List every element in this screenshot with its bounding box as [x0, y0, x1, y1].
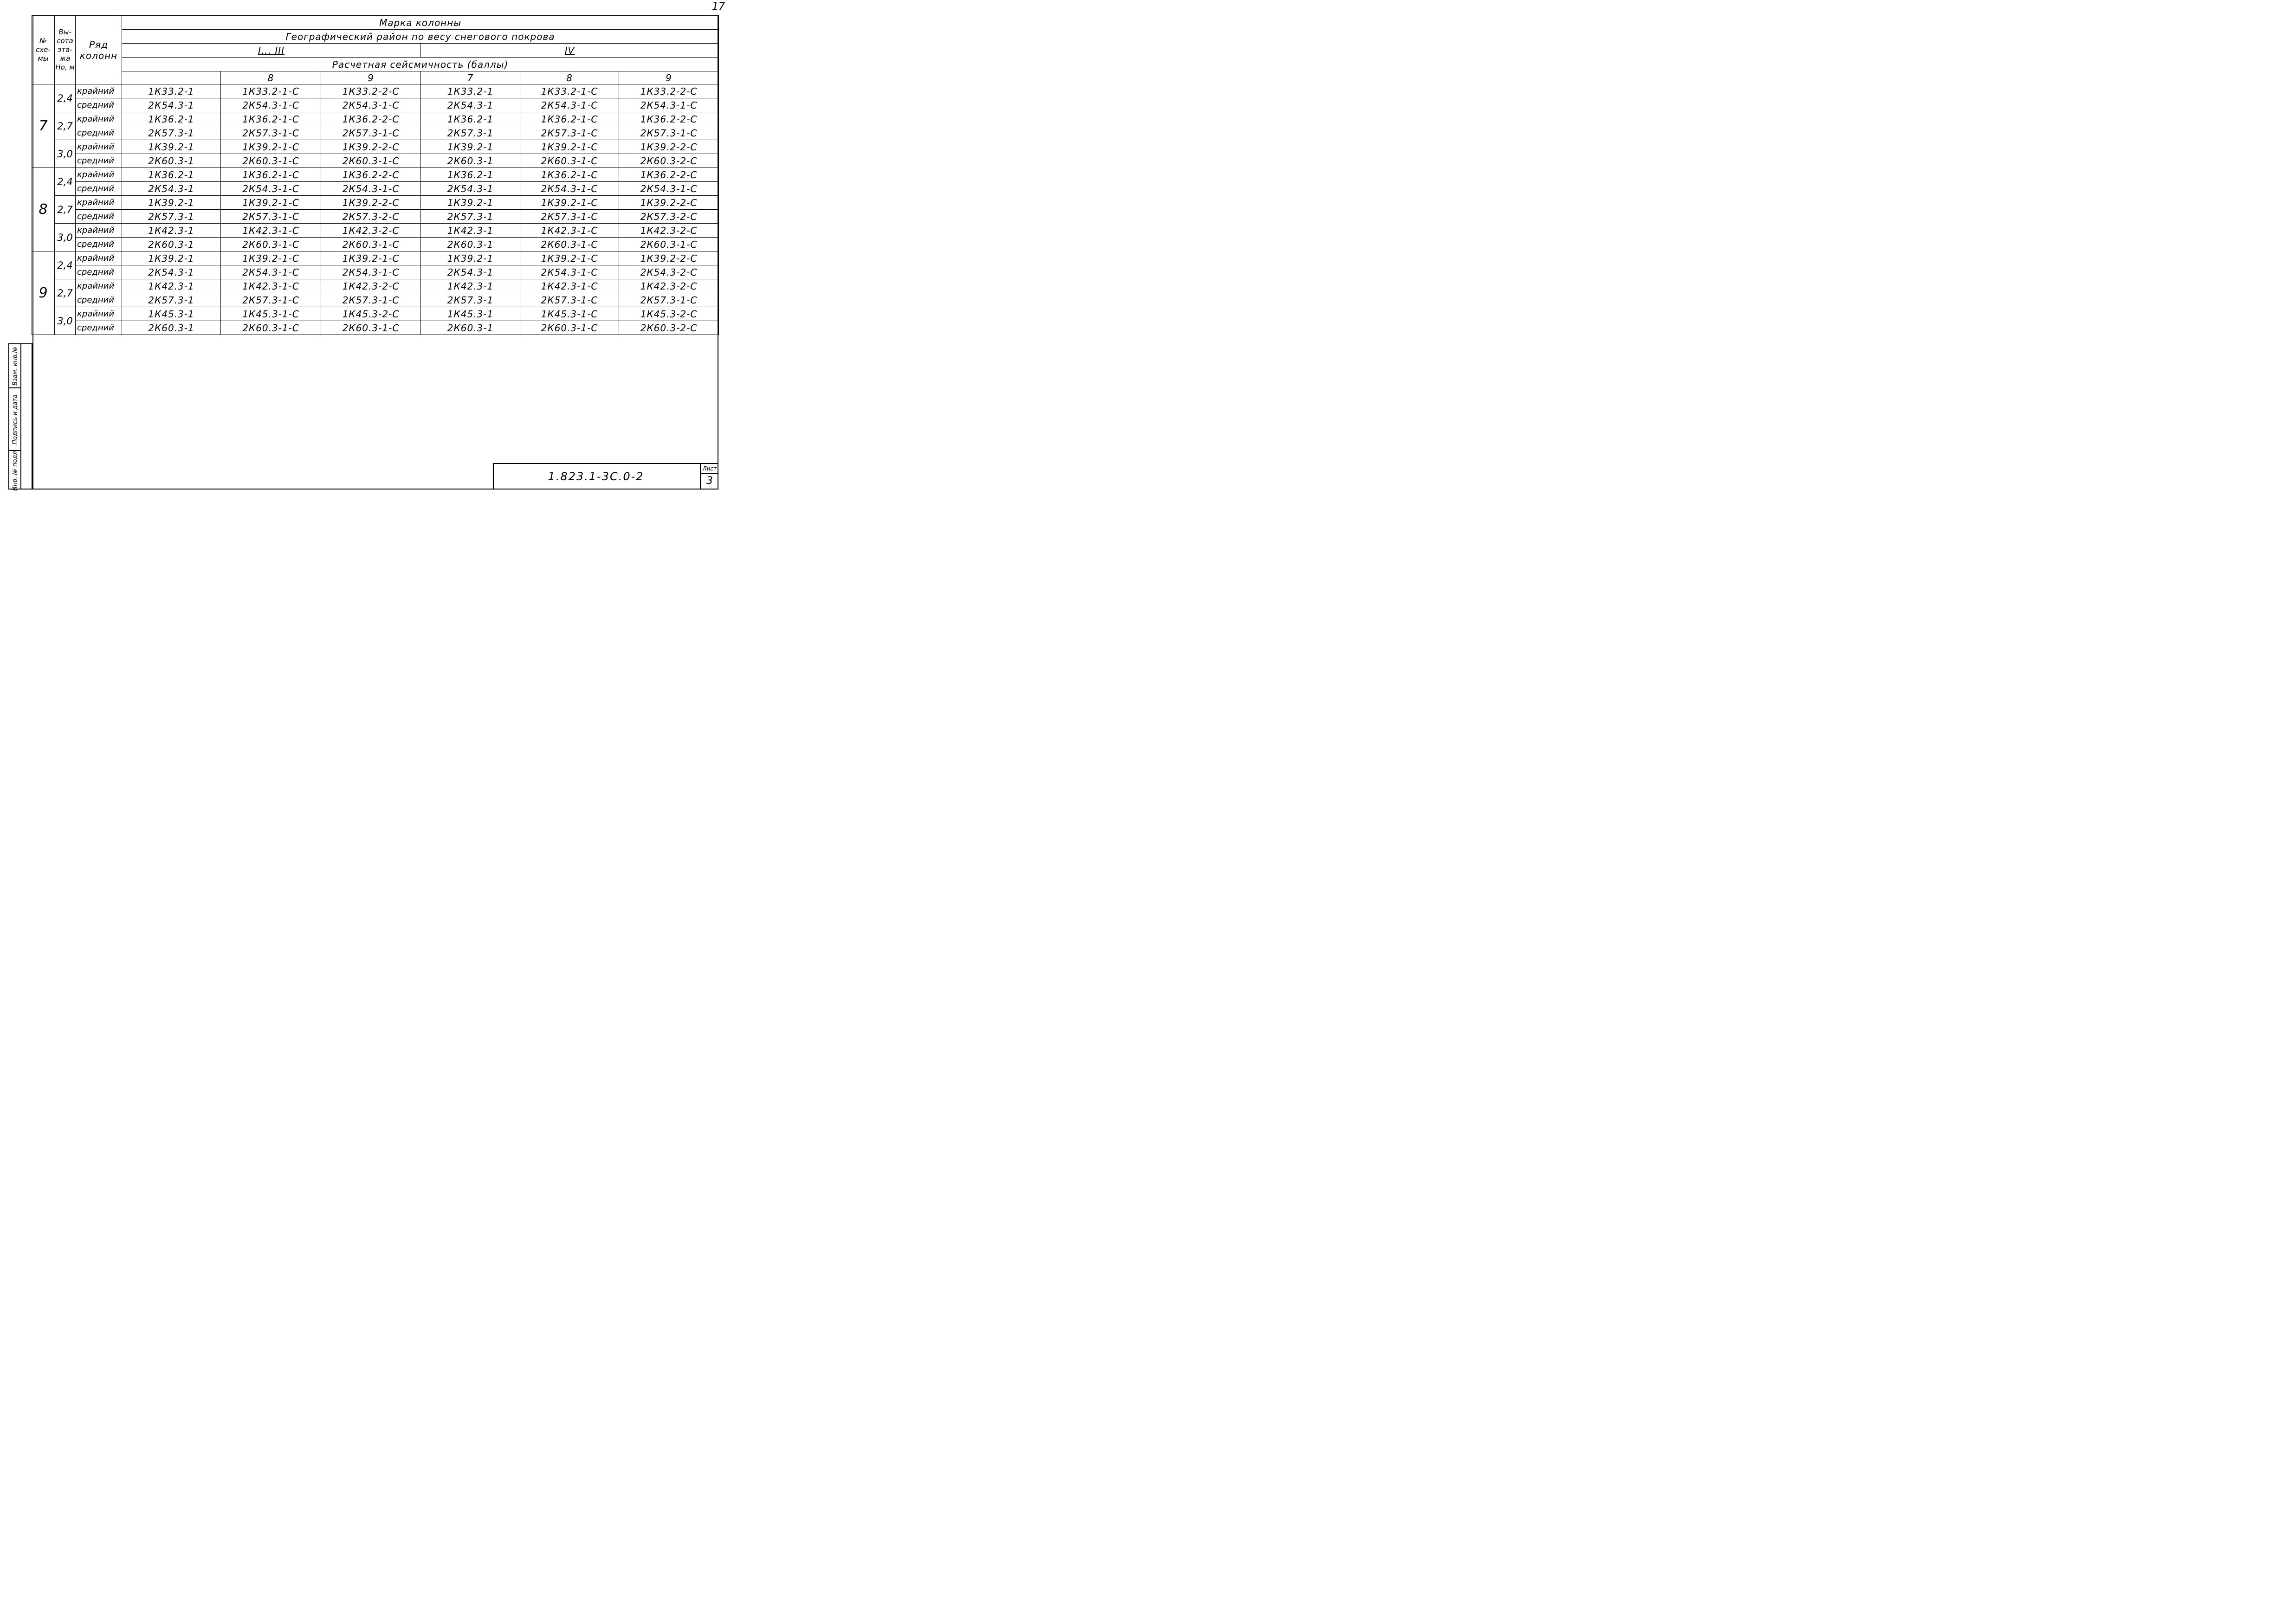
column-mark-cell: 1К39.2-1 [421, 196, 520, 210]
column-mark-cell: 2К57.3-1-С [520, 210, 619, 224]
column-mark-cell: 1К42.3-2-С [321, 279, 421, 293]
column-mark-cell: 2К54.3-1-С [520, 98, 619, 112]
column-mark-cell: 1К36.2-1 [421, 112, 520, 126]
table-row [32, 251, 719, 265]
column-mark-cell: 2К60.3-1-С [619, 238, 719, 251]
column-mark-cell: 2К60.3-1-С [221, 238, 321, 251]
table-row [32, 293, 719, 307]
column-mark-cell: 2К57.3-1 [421, 293, 520, 307]
column-mark-cell: 2К57.3-1-С [619, 126, 719, 140]
seismicity-col-0 [122, 71, 221, 84]
column-mark-cell: 2К60.3-1-С [321, 238, 421, 251]
floor-height: 2,4 [55, 84, 76, 112]
column-mark-cell: 1К36.2-1-С [221, 112, 321, 126]
column-mark-cell: 1К39.2-1-С [221, 251, 321, 265]
column-mark-cell: 2К60.3-1 [122, 154, 221, 168]
column-mark-cell: 1К39.2-2-С [619, 251, 719, 265]
column-mark-cell: 1К45.3-1 [122, 307, 221, 321]
column-mark-cell: 2К60.3-2-С [619, 321, 719, 335]
column-mark-cell: 2К57.3-1-С [619, 293, 719, 307]
header-snow-region: Географический район по весу снегового покрова [122, 30, 719, 44]
floor-height: 3,0 [55, 307, 76, 335]
floor-height: 2,7 [55, 196, 76, 224]
table-row [32, 196, 719, 210]
stamp-signature-date-label: Подпись и дата [12, 394, 19, 444]
column-mark-cell: 1К33.2-1 [421, 84, 520, 98]
column-mark-cell: 1К39.2-2-С [619, 196, 719, 210]
scheme-number: 8 [32, 168, 55, 251]
column-mark-cell: 1К39.2-1 [421, 140, 520, 154]
column-mark-cell: 2К57.3-1 [122, 210, 221, 224]
table-row [32, 265, 719, 279]
column-mark-cell: 1К45.3-1-С [221, 307, 321, 321]
table-row [32, 279, 719, 293]
column-mark-cell: 2К57.3-1-С [221, 210, 321, 224]
sheet-number: 3 [706, 475, 713, 487]
sheet-label: Лист [701, 464, 718, 474]
table-row [32, 154, 719, 168]
column-row-type: средний [76, 182, 122, 196]
column-mark-cell: 1К39.2-1-С [321, 251, 421, 265]
column-mark-cell: 2К57.3-2-С [321, 210, 421, 224]
column-mark-cell: 2К57.3-1 [421, 126, 520, 140]
column-mark-cell: 2К60.3-1-С [520, 321, 619, 335]
column-mark-cell: 2К60.3-1 [122, 238, 221, 251]
column-mark-cell: 2К57.3-1-С [520, 293, 619, 307]
column-mark-cell: 2К54.3-1-С [619, 182, 719, 196]
column-mark-cell: 2К57.3-1-С [321, 126, 421, 140]
column-mark-cell: 2К60.3-2-С [619, 154, 719, 168]
column-mark-cell: 1К39.2-1-С [221, 196, 321, 210]
table-row [32, 307, 719, 321]
column-mark-cell: 1К39.2-2-С [321, 140, 421, 154]
column-mark-cell: 2К54.3-1 [421, 182, 520, 196]
column-mark-cell: 2К57.3-2-С [619, 210, 719, 224]
table-row [32, 126, 719, 140]
stamp-replace-inv [9, 344, 21, 388]
column-mark-cell: 1К33.2-2-С [321, 84, 421, 98]
table-row [32, 238, 719, 251]
scheme-number: 9 [32, 251, 55, 335]
column-mark-cell: 1К36.2-1-С [520, 112, 619, 126]
title-block [493, 463, 718, 490]
column-mark-cell: 2К54.3-1 [122, 182, 221, 196]
column-row-type: крайний [76, 196, 122, 210]
column-mark-cell: 1К45.3-1-С [520, 307, 619, 321]
table-row [32, 321, 719, 335]
column-mark-cell: 2К54.3-1 [421, 98, 520, 112]
floor-height: 2,4 [55, 168, 76, 196]
table-row [32, 140, 719, 154]
column-mark-cell: 2К57.3-1-С [221, 293, 321, 307]
table-body [32, 84, 719, 335]
table-row [32, 210, 719, 224]
column-mark-cell: 2К54.3-1-С [520, 265, 619, 279]
seismicity-col-2: 9 [321, 71, 421, 84]
column-mark-cell: 1К39.2-1-С [520, 196, 619, 210]
header-scheme-no: № схе- мы [32, 16, 55, 84]
column-mark-cell: 2К60.3-1 [421, 154, 520, 168]
header-seismicity: Расчетная сейсмичность (баллы) [122, 58, 719, 71]
stamp-signature-date [9, 388, 21, 451]
scheme-number: 7 [32, 84, 55, 168]
column-mark-cell: 1К42.3-1 [122, 224, 221, 238]
floor-height: 2,7 [55, 112, 76, 140]
column-mark-cell: 1К33.2-2-С [619, 84, 719, 98]
column-mark-cell: 2К57.3-1 [421, 210, 520, 224]
seismicity-col-4: 8 [520, 71, 619, 84]
column-row-type: крайний [76, 112, 122, 126]
table-row [32, 112, 719, 126]
column-mark-cell: 1К36.2-2-С [321, 168, 421, 182]
column-mark-cell: 1К36.2-1 [122, 168, 221, 182]
column-mark-cell: 1К39.2-1 [122, 196, 221, 210]
column-mark-cell: 2К60.3-1-С [321, 321, 421, 335]
doc-code: 1.823.1-3С.0-2 [548, 470, 644, 483]
table-row [32, 84, 719, 98]
column-mark-cell: 2К54.3-1-С [221, 265, 321, 279]
column-row-type: средний [76, 210, 122, 224]
column-mark-cell: 2К54.3-1 [421, 265, 520, 279]
column-mark-cell: 1К39.2-1-С [520, 140, 619, 154]
column-mark-cell: 2К60.3-1-С [520, 238, 619, 251]
floor-height: 2,4 [55, 251, 76, 279]
column-mark-cell: 2К54.3-1 [122, 98, 221, 112]
column-row-type: средний [76, 98, 122, 112]
column-mark-cell: 1К42.3-1 [122, 279, 221, 293]
column-mark-cell: 2К60.3-1 [421, 321, 520, 335]
column-mark-cell: 2К60.3-1 [122, 321, 221, 335]
column-mark-cell: 1К42.3-2-С [321, 224, 421, 238]
stamp-inv-no-label: Инв. № подл. [12, 449, 19, 491]
column-mark-cell: 1К42.3-1-С [520, 279, 619, 293]
column-mark-cell: 1К36.2-1-С [221, 168, 321, 182]
seismicity-col-1: 8 [221, 71, 321, 84]
column-mark-cell: 2К54.3-1-С [619, 98, 719, 112]
column-mark-cell: 1К42.3-1-С [221, 279, 321, 293]
page-number: 17 [712, 1, 725, 13]
floor-height: 3,0 [55, 140, 76, 168]
column-mark-cell: 2К57.3-1 [122, 126, 221, 140]
column-mark-cell: 2К60.3-1-С [221, 321, 321, 335]
stamp-inv-no [9, 451, 21, 489]
seismicity-values-row [32, 71, 719, 84]
column-mark-cell: 2К54.3-1 [122, 265, 221, 279]
column-row-type: средний [76, 293, 122, 307]
column-row-type: крайний [76, 224, 122, 238]
column-row-type: крайний [76, 140, 122, 154]
column-row-type: крайний [76, 307, 122, 321]
column-mark-cell: 1К36.2-1 [122, 112, 221, 126]
column-mark-cell: 2К54.3-1-С [321, 98, 421, 112]
column-mark-cell: 1К39.2-1 [421, 251, 520, 265]
column-mark-cell: 1К36.2-2-С [619, 112, 719, 126]
column-mark-cell: 2К54.3-1-С [221, 182, 321, 196]
column-mark-cell: 1К42.3-1-С [520, 224, 619, 238]
stamp-replace-inv-label: Взам. инв.№ [12, 346, 19, 386]
column-mark-cell: 1К36.2-2-С [619, 168, 719, 182]
column-mark-cell: 1К42.3-1-С [221, 224, 321, 238]
column-mark-cell: 2К57.3-1-С [520, 126, 619, 140]
column-marks-table [32, 15, 719, 335]
column-mark-cell: 1К42.3-2-С [619, 279, 719, 293]
column-mark-cell: 1К42.3-1 [421, 279, 520, 293]
column-mark-cell: 1К42.3-1 [421, 224, 520, 238]
floor-height: 3,0 [55, 224, 76, 251]
table-row [32, 182, 719, 196]
table-row [32, 168, 719, 182]
column-mark-cell: 2К54.3-2-С [619, 265, 719, 279]
header-column-row: Ряд колонн [76, 16, 122, 84]
header-floor-height: Вы- сота эта- жа Hо, м [55, 16, 76, 84]
column-mark-cell: 1К33.2-1 [122, 84, 221, 98]
column-row-type: средний [76, 265, 122, 279]
column-row-type: крайний [76, 84, 122, 98]
table-row [32, 224, 719, 238]
column-mark-cell: 1К39.2-1-С [221, 140, 321, 154]
column-mark-cell: 2К54.3-1-С [221, 98, 321, 112]
column-row-type: крайний [76, 168, 122, 182]
column-mark-cell: 1К45.3-1 [421, 307, 520, 321]
column-row-type: средний [76, 238, 122, 251]
header-region-1-3: I... III [122, 44, 421, 58]
column-mark-cell: 1К36.2-1-С [520, 168, 619, 182]
column-row-type: средний [76, 321, 122, 335]
sheet-box [700, 464, 718, 490]
column-row-type: крайний [76, 279, 122, 293]
column-mark-cell: 2К54.3-1-С [321, 182, 421, 196]
column-mark-cell: 2К54.3-1-С [520, 182, 619, 196]
header-column-mark: Марка колонны [122, 16, 719, 30]
column-mark-cell: 2К57.3-1-С [221, 126, 321, 140]
seismicity-col-3: 7 [421, 71, 520, 84]
table-row [32, 98, 719, 112]
column-mark-cell: 2К60.3-1-С [520, 154, 619, 168]
column-mark-cell: 1К33.2-1-С [221, 84, 321, 98]
column-mark-cell: 2К60.3-1-С [321, 154, 421, 168]
header-region-4: IV [421, 44, 719, 58]
column-mark-cell: 1К42.3-2-С [619, 224, 719, 238]
side-stamp [8, 343, 32, 490]
column-row-type: средний [76, 126, 122, 140]
column-mark-cell: 2К60.3-1 [421, 238, 520, 251]
column-mark-cell: 1К39.2-1 [122, 251, 221, 265]
column-mark-cell: 1К33.2-1-С [520, 84, 619, 98]
column-mark-cell: 1К39.2-2-С [619, 140, 719, 154]
column-mark-cell: 1К45.3-2-С [619, 307, 719, 321]
column-mark-cell: 1К39.2-1-С [520, 251, 619, 265]
column-row-type: средний [76, 154, 122, 168]
column-mark-cell: 2К54.3-1-С [321, 265, 421, 279]
column-mark-cell: 1К36.2-2-С [321, 112, 421, 126]
column-mark-cell: 2К57.3-1-С [321, 293, 421, 307]
column-mark-cell: 1К39.2-2-С [321, 196, 421, 210]
column-row-type: крайний [76, 251, 122, 265]
seismicity-col-5: 9 [619, 71, 719, 84]
column-mark-cell: 1К45.3-2-С [321, 307, 421, 321]
column-mark-cell: 2К57.3-1 [122, 293, 221, 307]
floor-height: 2,7 [55, 279, 76, 307]
column-mark-cell: 1К36.2-1 [421, 168, 520, 182]
column-mark-cell: 1К39.2-1 [122, 140, 221, 154]
column-mark-cell: 2К60.3-1-С [221, 154, 321, 168]
